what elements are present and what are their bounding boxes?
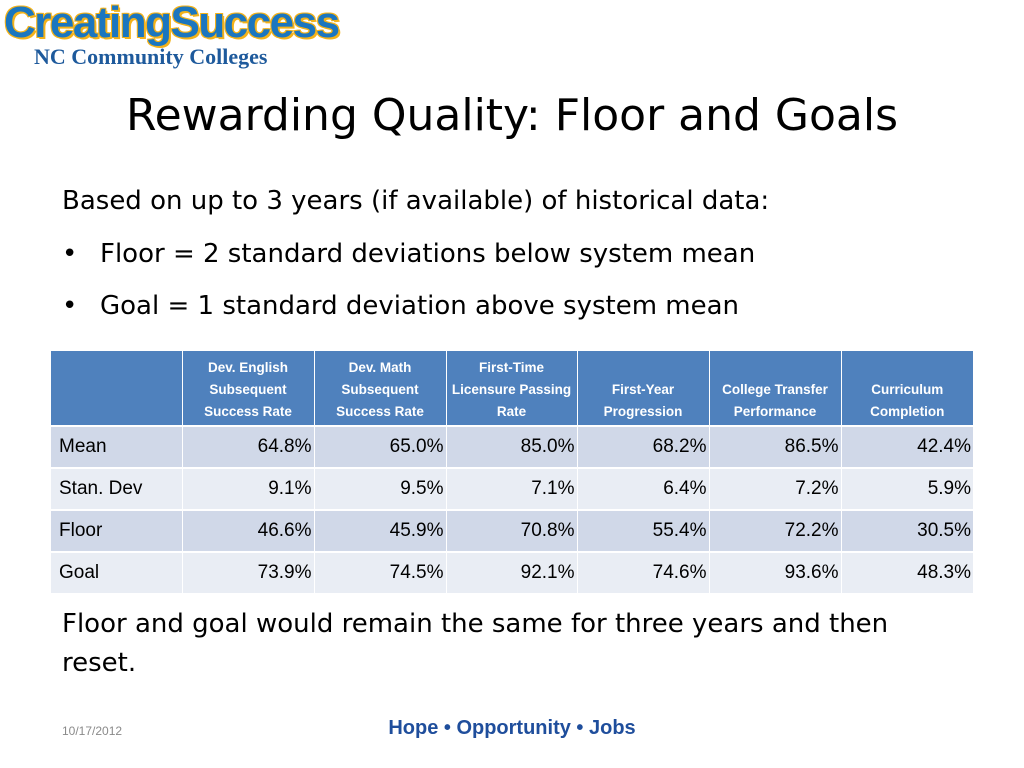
header-dev-english: Dev. English Subsequent Success Rate <box>182 351 314 426</box>
table-cell: 55.4% <box>577 510 709 552</box>
table-cell: 74.6% <box>577 552 709 593</box>
table-cell: 7.2% <box>709 468 841 510</box>
creating-success-logo <box>4 2 344 74</box>
slide-date: 10/17/2012 <box>62 724 123 738</box>
table-cell: 92.1% <box>446 552 577 593</box>
slide-title: Rewarding Quality: Floor and Goals <box>125 90 899 141</box>
header-licensure: First-Time Licensure Passing Rate <box>446 351 577 426</box>
table-cell: 86.5% <box>709 426 841 468</box>
bullet-icon: • <box>62 291 78 321</box>
table-cell: 42.4% <box>841 426 973 468</box>
header-curriculum: Curriculum Completion <box>841 351 973 426</box>
footer-tagline: Hope • Opportunity • Jobs <box>388 717 636 739</box>
bullet-floor <box>62 239 755 269</box>
header-first-year: First-Year Progression <box>577 351 709 426</box>
conclusion-text: Floor and goal would remain the same for three years and then reset. <box>62 609 889 678</box>
logo-wordmark: CreatingSuccess <box>4 0 339 47</box>
table-row-floor <box>51 510 973 552</box>
table-cell: 5.9% <box>841 468 973 510</box>
table-cell: 7.1% <box>446 468 577 510</box>
table-cell: 73.9% <box>182 552 314 593</box>
row-label: Goal <box>51 552 182 593</box>
table-row-goal <box>51 552 973 593</box>
table-cell: 68.2% <box>577 426 709 468</box>
row-label: Floor <box>51 510 182 552</box>
floor-goals-table <box>51 351 973 593</box>
table-cell: 48.3% <box>841 552 973 593</box>
intro-text: Based on up to 3 years (if available) of historical data: <box>62 186 770 216</box>
header-cell-blank <box>51 351 182 426</box>
logo-subtitle: NC Community Colleges <box>34 44 268 69</box>
bullet-icon: • <box>62 239 78 269</box>
table-cell: 64.8% <box>182 426 314 468</box>
table-cell: 70.8% <box>446 510 577 552</box>
header-dev-math: Dev. Math Subsequent Success Rate <box>314 351 446 426</box>
table-cell: 46.6% <box>182 510 314 552</box>
header-college-transfer: College Transfer Performance <box>709 351 841 426</box>
table-row-mean <box>51 426 973 468</box>
table-cell: 30.5% <box>841 510 973 552</box>
table-cell: 72.2% <box>709 510 841 552</box>
row-label: Mean <box>51 426 182 468</box>
row-label: Stan. Dev <box>51 468 182 510</box>
table-cell: 9.5% <box>314 468 446 510</box>
table-cell: 9.1% <box>182 468 314 510</box>
table-header-row <box>51 351 973 426</box>
bullet-text: Floor = 2 standard deviations below system mean <box>100 239 756 269</box>
table-cell: 93.6% <box>709 552 841 593</box>
table-cell: 74.5% <box>314 552 446 593</box>
bullet-text: Goal = 1 standard deviation above system mean <box>100 291 740 321</box>
table-row-stan-dev <box>51 468 973 510</box>
bullet-goal <box>62 291 739 321</box>
table-cell: 85.0% <box>446 426 577 468</box>
table-cell: 45.9% <box>314 510 446 552</box>
table-cell: 6.4% <box>577 468 709 510</box>
table-cell: 65.0% <box>314 426 446 468</box>
